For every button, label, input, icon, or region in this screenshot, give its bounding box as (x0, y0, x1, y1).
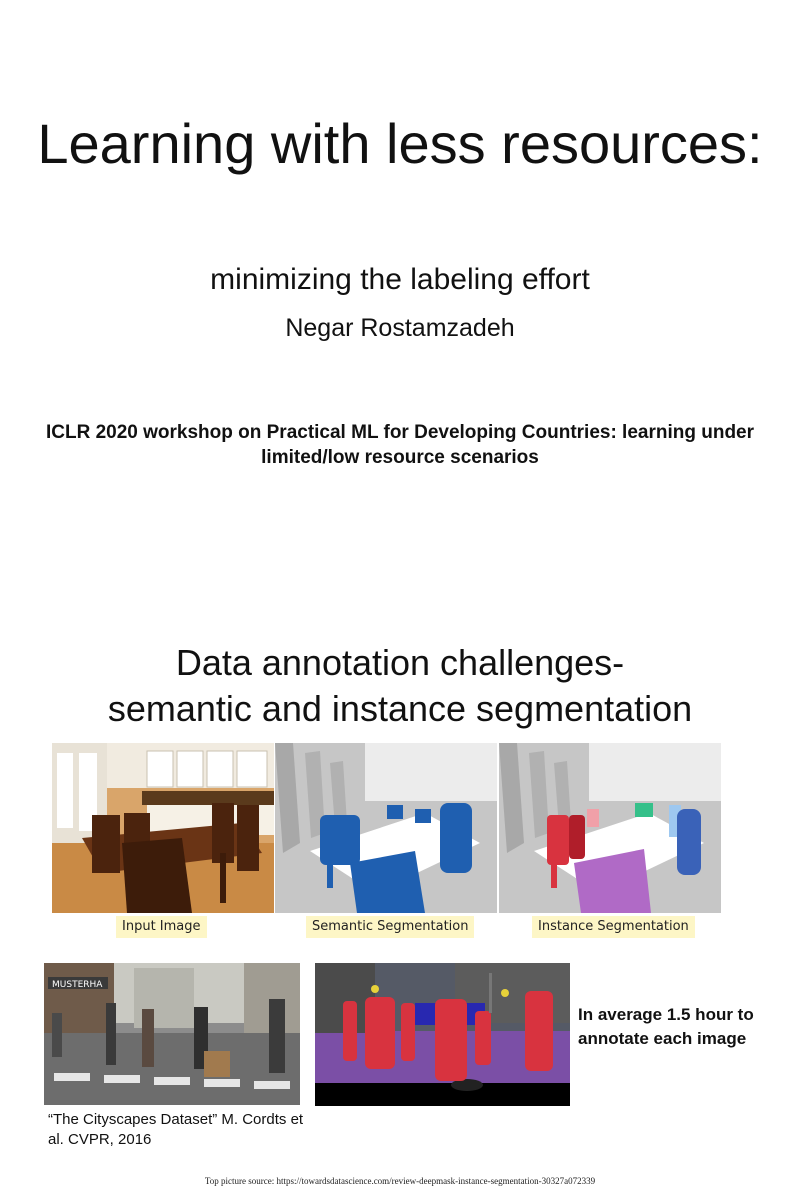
store-sign: MUSTERHA (52, 980, 103, 990)
cityscapes-street-photo (44, 963, 300, 1105)
instance-segmentation-caption: Instance Segmentation (532, 916, 695, 938)
section-title (0, 640, 800, 732)
author-name: Negar Rostamzadeh (285, 314, 515, 342)
input-image-panel (52, 743, 274, 913)
dataset-citation: “The Cityscapes Dataset” M. Cordts et al. CVPR, 2016 (48, 1111, 304, 1148)
subtitle: minimizing the labeling effort (210, 263, 590, 296)
semantic-segmentation-caption: Semantic Segmentation (306, 916, 474, 938)
section-title-line-2: semantic and instance segmentation (107, 688, 693, 729)
main-title: Learning with less resources: (37, 112, 763, 175)
input-image-caption: Input Image (116, 916, 207, 938)
workshop-info: ICLR 2020 workshop on Practical ML for Developing Countries: learning under limited/low resource scenarios (45, 422, 755, 468)
cityscapes-segmentation (315, 963, 570, 1106)
picture-source-note: Top picture source: https://towardsdatascience.com/review-deepmask-instance-segmentation-30327a072339 (204, 1176, 596, 1186)
section-title-line-1: Data annotation challenges- (175, 642, 625, 683)
instance-segmentation-panel (499, 743, 721, 913)
annotation-time-note: In average 1.5 hour to annotate each image (578, 1005, 754, 1048)
semantic-segmentation-panel (275, 743, 497, 913)
